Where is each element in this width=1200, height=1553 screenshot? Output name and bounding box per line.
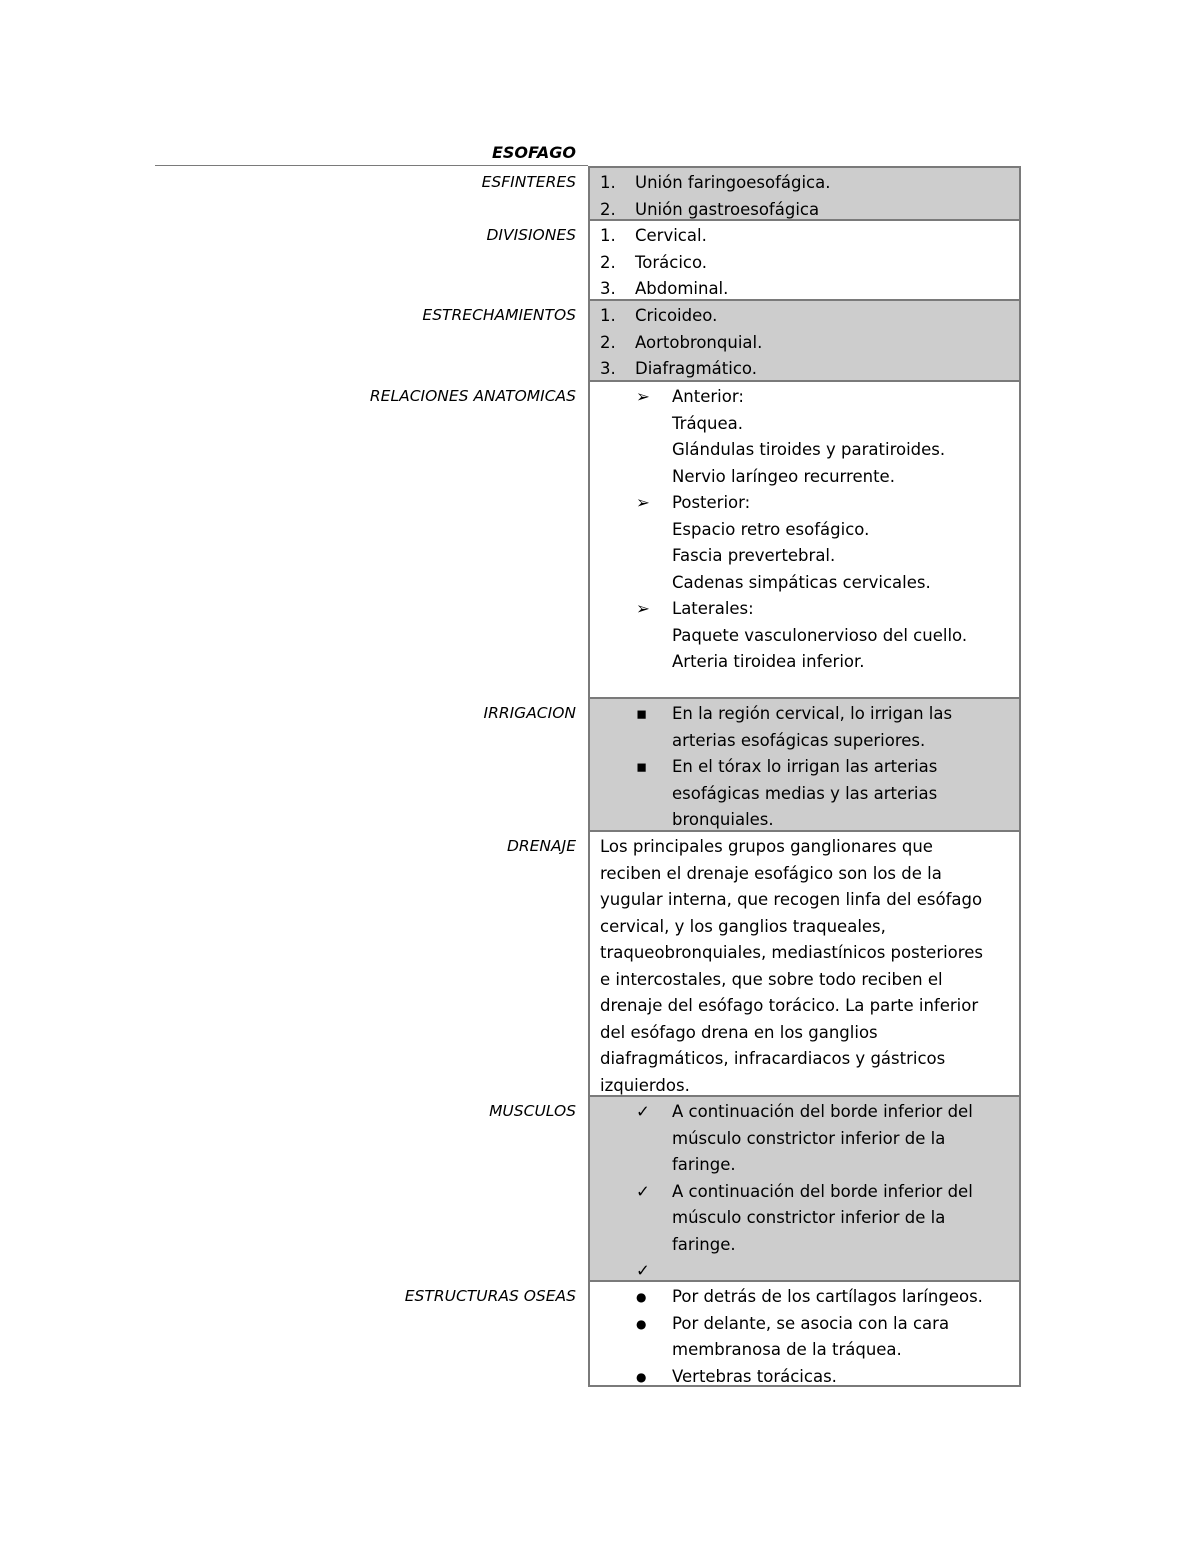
sub-item: Espacio retro esofágico. bbox=[672, 519, 870, 539]
paragraph-line: yugular interna, que recogen linfa del esófago bbox=[600, 890, 983, 909]
row-estrechamientos bbox=[155, 299, 1021, 380]
sub-item: Nervio laríngeo recurrente. bbox=[672, 466, 895, 486]
paragraph-line: diafragmáticos, infracardiacos y gástricos bbox=[600, 1049, 946, 1068]
row-irrigacion bbox=[155, 697, 1021, 830]
row-content bbox=[588, 380, 1021, 697]
paragraph-line: cervical, y los ganglios traqueales, bbox=[600, 916, 886, 936]
list-item: ➢ Laterales: bbox=[600, 596, 1009, 623]
bullet-icon: ● bbox=[636, 1316, 647, 1331]
row-content bbox=[588, 1095, 1021, 1280]
list-item: ➢ Anterior: bbox=[600, 384, 1009, 411]
list-item: 2. Aortobronquial. bbox=[600, 332, 763, 352]
row-content bbox=[588, 166, 1021, 219]
list-item: ● Por delante, se asocia con la cara bbox=[600, 1311, 1009, 1338]
list-item: ▪ En el tórax lo irrigan las arterias bbox=[600, 754, 1009, 781]
item-continuation: arterias esofágicas superiores. bbox=[672, 730, 926, 750]
check-icon: ✓ bbox=[636, 1261, 650, 1280]
list-item: 2. Torácico. bbox=[600, 252, 708, 272]
list-item: 2. Unión gastroesofágica bbox=[600, 199, 820, 219]
list-item: 1. Cricoideo. bbox=[600, 306, 718, 325]
list-item: ✓ A continuación del borde inferior del bbox=[600, 1099, 1009, 1126]
list-item: ▪ En la región cervical, lo irrigan las bbox=[600, 701, 1009, 728]
sub-item: Cadenas simpáticas cervicales. bbox=[672, 572, 931, 592]
list-item: ✓ A continuación del borde inferior del bbox=[600, 1179, 1009, 1206]
row-label: MUSCULOS bbox=[489, 1102, 576, 1120]
row-label: ESFINTERES bbox=[481, 173, 576, 191]
paragraph-line: reciben el drenaje esofágico son los de la bbox=[600, 863, 942, 883]
square-bullet-icon: ▪ bbox=[636, 704, 648, 723]
row-divisiones bbox=[155, 219, 1021, 299]
paragraph-line: traqueobronquiales, mediastínicos posteriores bbox=[600, 943, 983, 962]
list-item: ➢ Posterior: bbox=[600, 490, 1009, 517]
arrow-bullet-icon: ➢ bbox=[636, 387, 650, 406]
sub-item: Fascia prevertebral. bbox=[672, 546, 836, 565]
check-icon: ✓ bbox=[636, 1102, 650, 1121]
row-content bbox=[588, 299, 1021, 380]
bullet-icon: ● bbox=[636, 1369, 647, 1384]
list-item: 3. Abdominal. bbox=[600, 279, 729, 298]
item-continuation: membranosa de la tráquea. bbox=[672, 1340, 902, 1359]
check-icon: ✓ bbox=[636, 1181, 650, 1201]
sub-item: Paquete vasculonervioso del cuello. bbox=[672, 625, 968, 645]
item-continuation: bronquiales. bbox=[672, 810, 774, 829]
row-label: RELACIONES ANATOMICAS bbox=[369, 387, 576, 405]
list-item: 1. Cervical. bbox=[600, 226, 707, 245]
item-continuation: esofágicas medias y las arterias bbox=[672, 783, 938, 803]
square-bullet-icon: ▪ bbox=[636, 757, 648, 776]
page-title: ESOFAGO bbox=[491, 143, 576, 162]
paragraph-line: izquierdos. bbox=[600, 1075, 690, 1095]
paragraph-line: drenaje del esófago torácico. La parte inferior bbox=[600, 996, 979, 1015]
row-content bbox=[588, 830, 1021, 1095]
sub-item: Glándulas tiroides y paratiroides. bbox=[672, 440, 946, 459]
paragraph-line: Los principales grupos ganglionares que bbox=[600, 837, 933, 856]
list-item: 1. Unión faringoesofágica. bbox=[600, 173, 831, 192]
row-content bbox=[588, 1280, 1021, 1387]
list-item: ● Vertebras torácicas. bbox=[600, 1364, 1009, 1391]
bullet-icon: ● bbox=[636, 1290, 647, 1304]
sub-item: Tráquea. bbox=[672, 413, 743, 433]
row-drenaje bbox=[155, 830, 1021, 1095]
row-label: ESTRECHAMIENTOS bbox=[422, 306, 576, 324]
row-estructuras-oseas bbox=[155, 1280, 1021, 1387]
row-label: ESTRUCTURAS OSEAS bbox=[404, 1287, 576, 1305]
paragraph-line: e intercostales, que sobre todo reciben el bbox=[600, 969, 943, 989]
row-label: IRRIGACION bbox=[483, 704, 576, 722]
item-continuation: faringe. bbox=[672, 1155, 736, 1174]
item-continuation: faringe. bbox=[672, 1234, 736, 1254]
row-relaciones-anatomicas bbox=[155, 380, 1021, 697]
row-content bbox=[588, 697, 1021, 830]
row-label: DRENAJE bbox=[506, 837, 576, 855]
sub-item: Arteria tiroidea inferior. bbox=[672, 652, 865, 671]
row-content bbox=[588, 219, 1021, 299]
item-continuation: músculo constrictor inferior de la bbox=[672, 1128, 946, 1148]
row-esfinteres bbox=[155, 166, 1021, 219]
item-continuation: músculo constrictor inferior de la bbox=[672, 1208, 946, 1227]
row-label: DIVISIONES bbox=[486, 226, 576, 244]
list-item: ● Por detrás de los cartílagos laríngeos. bbox=[600, 1284, 1009, 1311]
row-musculos bbox=[155, 1095, 1021, 1280]
arrow-bullet-icon: ➢ bbox=[636, 599, 650, 618]
arrow-bullet-icon: ➢ bbox=[636, 493, 650, 512]
paragraph-line: del esófago drena en los ganglios bbox=[600, 1022, 878, 1042]
list-item: 3. Diafragmático. bbox=[600, 359, 757, 378]
